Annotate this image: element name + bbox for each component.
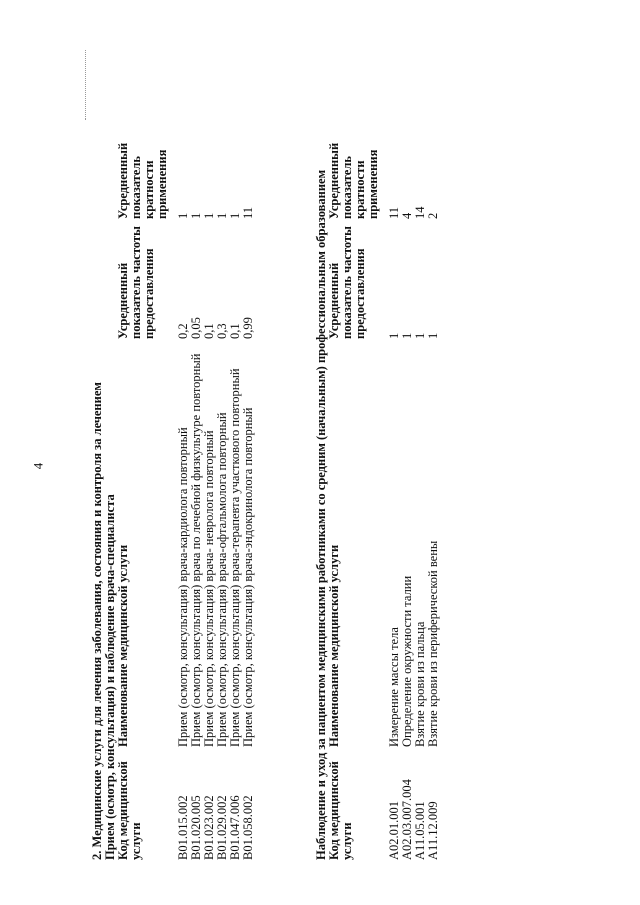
cell-multiplicity: 1 xyxy=(176,212,190,219)
header-frequency: Усредненный показатель частоты предоставления xyxy=(116,226,156,339)
cell-name: Измерение массы тела xyxy=(387,627,401,747)
cell-multiplicity: 1 xyxy=(202,212,216,219)
cell-code: B01.023.002 xyxy=(202,795,216,860)
cell-name: Прием (осмотр, консультация) врача-офтальмолога повторный xyxy=(215,412,229,747)
specialist-services-table xyxy=(117,126,255,860)
nursing-services-table xyxy=(328,126,440,860)
cell-code: B01.029.002 xyxy=(215,795,229,860)
cell-frequency: 0,3 xyxy=(215,323,229,339)
cell-code: B01.015.002 xyxy=(176,795,190,860)
table-row xyxy=(388,126,401,860)
cell-name: Взятие крови из пальца xyxy=(413,621,427,747)
cell-name: Прием (осмотр, консультация) врача по лечебной физкультуре повторный xyxy=(189,353,203,747)
cell-multiplicity: 1 xyxy=(189,212,203,219)
cell-name: Прием (осмотр, консультация) врача-кардиолога повторный xyxy=(176,427,190,747)
header-multiplicity: Усредненный показатель кратности применения xyxy=(327,142,380,219)
dotted-rule xyxy=(85,50,86,120)
cell-frequency: 0,99 xyxy=(241,317,255,339)
table-row xyxy=(427,126,440,860)
cell-multiplicity: 11 xyxy=(387,206,401,219)
cell-frequency: 0,1 xyxy=(202,323,216,339)
cell-code: A11.12.009 xyxy=(426,801,440,860)
cell-frequency: 1 xyxy=(387,332,401,339)
group-title-nursing: Наблюдение и уход за пациентом медицинскими работниками со средним (начальным) профессиональным образованием xyxy=(314,169,328,860)
cell-code: B01.058.002 xyxy=(241,795,255,860)
cell-multiplicity: 1 xyxy=(215,212,229,219)
section-title: 2. Медицинские услуги для лечения заболевания, состояния и контроля за лечением xyxy=(90,382,104,860)
cell-code: B01.047.006 xyxy=(228,795,242,860)
cell-frequency: 1 xyxy=(413,332,427,339)
cell-frequency: 0,1 xyxy=(228,323,242,339)
document-content xyxy=(85,40,640,860)
cell-frequency: 1 xyxy=(426,332,440,339)
header-code: Код медицинской услуги xyxy=(116,761,143,860)
cell-frequency: 1 xyxy=(400,332,414,339)
header-name: Наименование медицинской услуги xyxy=(116,544,130,747)
cell-name: Взятие крови из периферической вены xyxy=(426,540,440,747)
header-frequency: Усредненный показатель частоты предоставления xyxy=(327,226,367,339)
cell-name: Прием (осмотр, консультация) врача- невролога повторный xyxy=(202,430,216,747)
cell-multiplicity: 11 xyxy=(241,206,255,219)
cell-name: Определение окружности талии xyxy=(400,575,414,747)
cell-multiplicity: 1 xyxy=(228,212,242,219)
cell-multiplicity: 4 xyxy=(400,212,414,219)
header-name: Наименование медицинской услуги xyxy=(327,544,341,747)
table-row xyxy=(242,126,255,860)
cell-code: A02.01.001 xyxy=(387,800,401,860)
group-title-specialist: Прием (осмотр, консультация) и наблюдение врача-специалиста xyxy=(103,494,117,860)
cell-frequency: 0,2 xyxy=(176,323,190,339)
table-row xyxy=(401,126,414,860)
cell-name: Прием (осмотр, консультация) врача-терапевта участкового повторный xyxy=(228,368,242,747)
cell-multiplicity: 14 xyxy=(413,206,427,219)
cell-multiplicity: 2 xyxy=(426,212,440,219)
header-code: Код медицинской услуги xyxy=(327,761,354,860)
page-number: 4 xyxy=(30,462,46,470)
cell-code: B01.020.005 xyxy=(189,795,203,860)
cell-code: A11.05.001 xyxy=(413,801,427,860)
cell-frequency: 0,05 xyxy=(189,317,203,339)
cell-name: Прием (осмотр, консультация) врача-эндокринолога повторный xyxy=(241,407,255,747)
header-multiplicity: Усредненный показатель кратности применения xyxy=(116,142,169,219)
table-header-row xyxy=(117,126,169,860)
table-header-row xyxy=(328,126,380,860)
table-row xyxy=(414,126,427,860)
cell-code: A02.03.007.004 xyxy=(400,779,414,860)
